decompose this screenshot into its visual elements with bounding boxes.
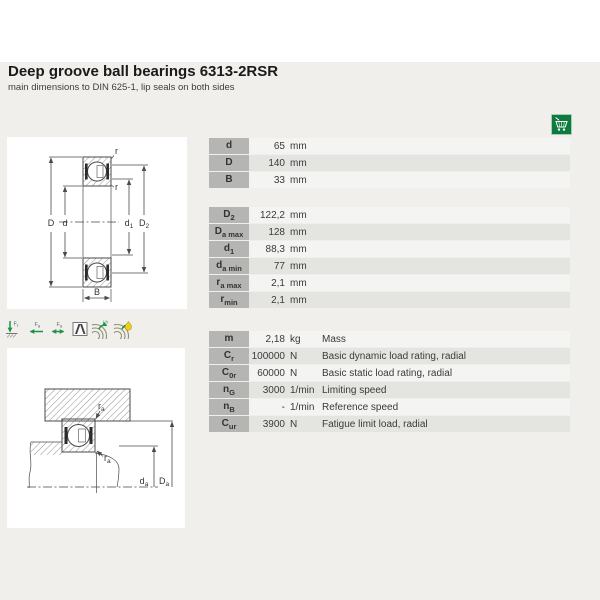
row-value: 128: [268, 226, 285, 238]
row-unit: N: [290, 367, 298, 379]
svg-text:Fr: $F_r$: [13, 321, 19, 328]
svg-text:Fa: $F_a$: [56, 322, 63, 329]
svg-text:Fa: $F_a$: [34, 322, 41, 329]
row-unit: mm: [290, 157, 307, 169]
table-row: [209, 172, 570, 188]
axial-load-both-directions-icon: [48, 319, 68, 339]
row-description: Basic static load rating, radial: [322, 367, 453, 379]
row-description: Fatigue limit load, radial: [322, 418, 428, 430]
contact-seals-both-sides-icon: [70, 319, 90, 339]
table-row: [209, 292, 570, 308]
main-dimensions-table: [209, 138, 570, 189]
mounting-dimensions-table: [209, 207, 570, 309]
row-value: 122,2: [259, 209, 285, 221]
table-row: [209, 207, 570, 223]
svg-text:Lh: Lh: [103, 319, 109, 325]
section-drawing-panel: [7, 137, 187, 309]
table-row: [209, 241, 570, 257]
performance-table: [209, 331, 570, 433]
grease-lubrication-icon: [114, 319, 134, 339]
table-row: [209, 348, 570, 364]
row-label: $n_B$: [209, 399, 249, 415]
row-label: $D_{a max}$: [209, 224, 249, 240]
shopping-cart-icon: [552, 115, 571, 134]
row-value: 3000: [262, 384, 285, 396]
axial-load-one-direction-icon: [26, 319, 46, 339]
dim-label-da: $d_a$: [139, 476, 149, 488]
row-unit: mm: [290, 226, 307, 238]
mounting-drawing-panel: [7, 348, 185, 528]
table-row: [209, 224, 570, 240]
row-label: D: [209, 155, 249, 171]
row-unit: mm: [290, 260, 307, 272]
bearing-mounting-drawing: [7, 348, 185, 528]
row-value: 140: [268, 157, 285, 169]
row-value: 65: [273, 140, 285, 152]
page-subtitle: main dimensions to DIN 625-1, lip seals on both sides: [8, 82, 235, 93]
row-label: $C_r$: [209, 348, 249, 364]
page-header: [8, 63, 278, 93]
row-value: 88,3: [265, 243, 285, 255]
dim-label-ra-top: $r_a$: [98, 401, 105, 413]
table-row: [209, 138, 570, 154]
row-label: $C_{ur}$: [209, 416, 249, 432]
row-value: -: [281, 401, 285, 413]
table-row: [209, 331, 570, 347]
row-unit: mm: [290, 174, 307, 186]
dim-label-r-inner: r: [115, 182, 118, 192]
row-value: 33: [273, 174, 285, 186]
row-unit: mm: [290, 140, 307, 152]
add-to-cart-button[interactable]: [551, 114, 572, 135]
row-label: $r_{a max}$: [209, 275, 249, 291]
table-row: [209, 416, 570, 432]
row-label: $r_{min}$: [209, 292, 249, 308]
row-label: $n_G$: [209, 382, 249, 398]
row-value: 2,18: [265, 333, 285, 345]
row-label: $d_1$: [209, 241, 249, 257]
dim-label-ra-bottom: $r_a$: [104, 453, 111, 465]
dim-label-Da: $D_a$: [158, 476, 170, 488]
radial-load-icon: [4, 319, 24, 339]
row-label: d: [209, 138, 249, 154]
dim-label-d: d: [62, 218, 68, 228]
dim-label-d1: $d_1$: [124, 218, 134, 230]
table-row: [209, 155, 570, 171]
row-label: $D_2$: [209, 207, 249, 223]
row-unit: mm: [290, 243, 307, 255]
row-unit: 1/min: [290, 384, 315, 396]
row-label: $C_{0r}$: [209, 365, 249, 381]
row-value: 77: [273, 260, 285, 272]
table-row: [209, 382, 570, 398]
row-description: Reference speed: [322, 401, 399, 413]
table-row: [209, 258, 570, 274]
speed-limit-icon: [92, 319, 112, 339]
top-white-strip: [0, 0, 600, 62]
row-value: 100000: [251, 350, 285, 362]
table-row: [209, 399, 570, 415]
page-title: Deep groove ball bearings 6313-2RSR: [8, 63, 279, 80]
row-description: Basic dynamic load rating, radial: [322, 350, 466, 362]
row-value: 60000: [257, 367, 285, 379]
table-row: [209, 365, 570, 381]
feature-icon-row: [4, 319, 134, 339]
dim-label-D2: $D_2$: [138, 218, 150, 230]
dim-label-B: B: [93, 287, 101, 297]
row-unit: N: [290, 418, 298, 430]
row-unit: mm: [290, 277, 307, 289]
row-unit: mm: [290, 209, 307, 221]
row-value: 3900: [262, 418, 285, 430]
row-label: m: [209, 331, 249, 347]
row-label: B: [209, 172, 249, 188]
row-unit: kg: [290, 333, 301, 345]
row-description: Mass: [322, 333, 346, 345]
dim-label-r-outer: r: [115, 146, 118, 156]
row-unit: 1/min: [290, 401, 315, 413]
bearing-cross-section-drawing: [7, 137, 187, 309]
table-row: [209, 275, 570, 291]
row-unit: mm: [290, 294, 307, 306]
dim-label-D: D: [47, 218, 55, 228]
row-description: Limiting speed: [322, 384, 387, 396]
row-value: 2,1: [271, 294, 285, 306]
row-unit: N: [290, 350, 298, 362]
row-label: $d_{a min}$: [209, 258, 249, 274]
row-value: 2,1: [271, 277, 285, 289]
